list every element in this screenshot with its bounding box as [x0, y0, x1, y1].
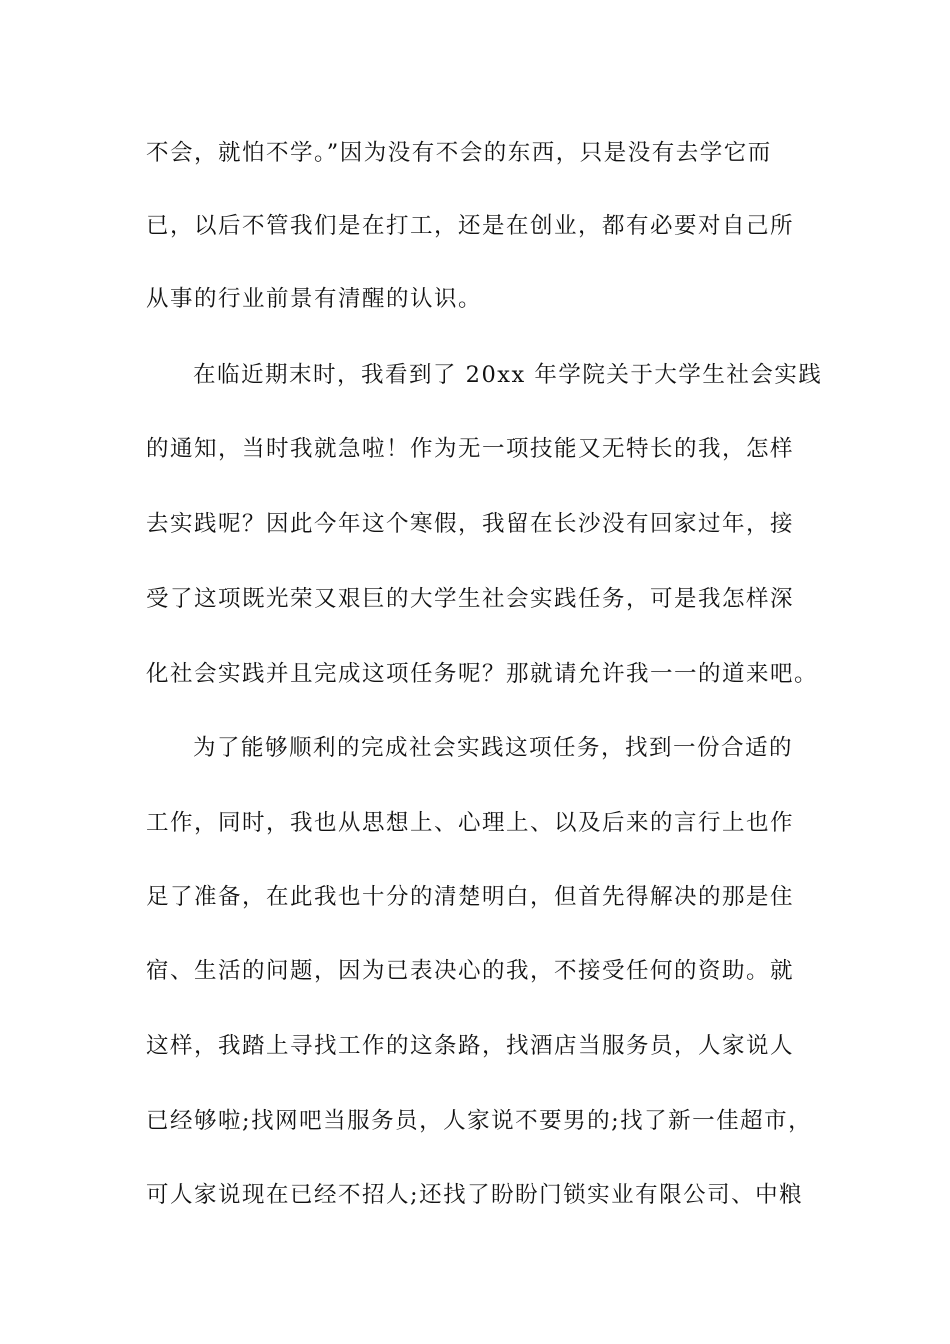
paragraph-start-line: 在临近期末时，我看到了 20xx 年学院关于大学生社会实践 [193, 362, 823, 388]
text-line: 工作，同时，我也从思想上、心理上、以及后来的言行上也作 [146, 810, 795, 836]
text-line: 的通知，当时我就急啦！作为无一项技能又无特长的我，怎样 [146, 436, 795, 462]
text-line: 受了这项既光荣又艰巨的大学生社会实践任务，可是我怎样深 [146, 586, 795, 612]
text-line: 已经够啦;找网吧当服务员，人家说不要男的;找了新一佳超市， [146, 1108, 813, 1134]
text-line: 从事的行业前景有清醒的认识。 [146, 286, 483, 312]
text-line: 已，以后不管我们是在打工，还是在创业，都有必要对自己所 [146, 213, 795, 239]
text-line: 这样，我踏上寻找工作的这条路，找酒店当服务员，人家说人 [146, 1033, 795, 1059]
text-line: 足了准备，在此我也十分的清楚明白，但首先得解决的那是住 [146, 884, 795, 910]
text-line: 去实践呢？因此今年这个寒假，我留在长沙没有回家过年，接 [146, 511, 795, 537]
text-line: 不会，就怕不学。”因为没有不会的东西，只是没有去学它而 [146, 140, 772, 166]
paragraph-start-line: 为了能够顺利的完成社会实践这项任务，找到一份合适的 [193, 735, 794, 761]
text-line: 宿、生活的问题，因为已表决心的我，不接受任何的资助。就 [146, 958, 795, 984]
text-line: 化社会实践并且完成这项任务呢？那就请允许我一一的道来吧。 [146, 661, 819, 687]
text-line: 可人家说现在已经不招人;还找了盼盼门锁实业有限公司、中粮 [146, 1182, 804, 1208]
